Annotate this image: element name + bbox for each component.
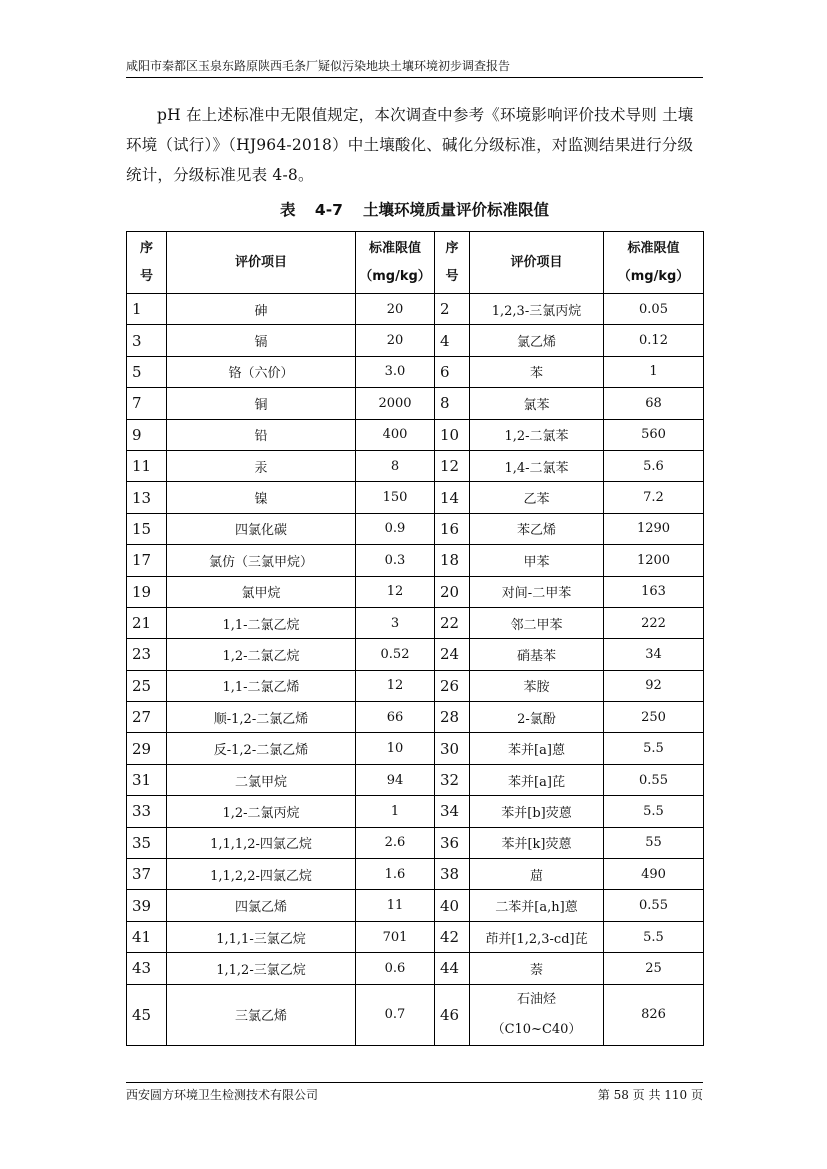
table-cell: 34: [604, 639, 704, 670]
table-cell: 5.5: [604, 733, 704, 764]
table-cell: 汞: [167, 450, 356, 481]
table-cell: 13: [127, 482, 167, 513]
header-item-right: 评价项目: [470, 232, 604, 294]
table-cell: 31: [127, 764, 167, 795]
table-cell: 38: [435, 859, 470, 890]
table-cell: 萘: [470, 953, 604, 984]
table-cell: 826: [604, 984, 704, 1045]
table-cell: 8: [356, 450, 435, 481]
table-cell: 36: [435, 827, 470, 858]
table-cell: 35: [127, 827, 167, 858]
table-cell: 镉: [167, 325, 356, 356]
table-cell: 40: [435, 890, 470, 921]
table-cell: 1,1,1-三氯乙烷: [167, 921, 356, 952]
table-cell: 甲苯: [470, 545, 604, 576]
table-cell: 氯甲烷: [167, 576, 356, 607]
table-cell: 四氯乙烯: [167, 890, 356, 921]
table-cell: 5.5: [604, 921, 704, 952]
table-row: [127, 670, 704, 701]
page-header: [126, 58, 703, 78]
table-cell: 1,1,2-三氯乙烷: [167, 953, 356, 984]
table-cell: 150: [356, 482, 435, 513]
table-cell: 6: [435, 356, 470, 387]
table-cell: 乙苯: [470, 482, 604, 513]
table-cell: 茚并[1,2,3-cd]芘: [470, 921, 604, 952]
header-limit-left: 标准限值 （mg/kg）: [356, 232, 435, 294]
table-row: [127, 827, 704, 858]
table-cell: 22: [435, 607, 470, 638]
table-cell: 1,2,3-三氯丙烷: [470, 294, 604, 325]
table-cell: 25: [604, 953, 704, 984]
table-row: [127, 450, 704, 481]
table-cell: 1,4-二氯苯: [470, 450, 604, 481]
header-seq-right: 序 号: [435, 232, 470, 294]
table-cell: 0.7: [356, 984, 435, 1045]
header-seq-left: 序 号: [127, 232, 167, 294]
table-cell: 1,1,1,2-四氯乙烷: [167, 827, 356, 858]
table-cell: 55: [604, 827, 704, 858]
table-row: [127, 859, 704, 890]
table-row: [127, 294, 704, 325]
table-cell: 43: [127, 953, 167, 984]
table-cell: 34: [435, 796, 470, 827]
table-cell: 1200: [604, 545, 704, 576]
table-cell: 560: [604, 419, 704, 450]
table-row: [127, 984, 704, 1045]
header-item-left: 评价项目: [167, 232, 356, 294]
table-cell: 27: [127, 702, 167, 733]
table-cell: 0.55: [604, 764, 704, 795]
table-cell: 二苯并[a,h]蒽: [470, 890, 604, 921]
table-cell: 23: [127, 639, 167, 670]
table-cell: 17: [127, 545, 167, 576]
soil-limits-table: [126, 231, 704, 1046]
table-cell: 2.6: [356, 827, 435, 858]
table-cell: 1,2-二氯丙烷: [167, 796, 356, 827]
table-cell: 2: [435, 294, 470, 325]
table-cell: 4: [435, 325, 470, 356]
table-row: [127, 639, 704, 670]
table-cell: 250: [604, 702, 704, 733]
table-cell: 石油烃 （C10~C40）: [470, 984, 604, 1045]
table-cell: 490: [604, 859, 704, 890]
table-cell: 701: [356, 921, 435, 952]
table-cell: 反-1,2-二氯乙烯: [167, 733, 356, 764]
table-cell: 7: [127, 388, 167, 419]
footer-company: 西安圆方环境卫生检测技术有限公司: [126, 1088, 319, 1102]
table-cell: 11: [127, 450, 167, 481]
table-cell: 5: [127, 356, 167, 387]
table-cell: 12: [356, 576, 435, 607]
table-cell: 顺-1,2-二氯乙烯: [167, 702, 356, 733]
table-cell: 3.0: [356, 356, 435, 387]
table-cell: 20: [356, 294, 435, 325]
table-row: [127, 545, 704, 576]
table-cell: 3: [356, 607, 435, 638]
table-cell: 0.55: [604, 890, 704, 921]
table-cell: 苯并[k]荧蒽: [470, 827, 604, 858]
table-row: [127, 325, 704, 356]
table-cell: 25: [127, 670, 167, 701]
table-caption: [126, 198, 703, 220]
table-row: [127, 953, 704, 984]
table-cell: 苯乙烯: [470, 513, 604, 544]
table-cell: 氯乙烯: [470, 325, 604, 356]
table-cell: 66: [356, 702, 435, 733]
table-cell: 5.5: [604, 796, 704, 827]
table-cell: 苯: [470, 356, 604, 387]
table-cell: 硝基苯: [470, 639, 604, 670]
table-cell: 8: [435, 388, 470, 419]
table-cell: 11: [356, 890, 435, 921]
table-cell: 10: [356, 733, 435, 764]
table-cell: 0.6: [356, 953, 435, 984]
table-cell: 苯并[a]芘: [470, 764, 604, 795]
table-cell: 32: [435, 764, 470, 795]
page-footer: [126, 1082, 703, 1103]
table-cell: 0.05: [604, 294, 704, 325]
table-cell: 68: [604, 388, 704, 419]
table-cell: 铬（六价）: [167, 356, 356, 387]
table-cell: 1290: [604, 513, 704, 544]
table-cell: 39: [127, 890, 167, 921]
table-row: [127, 388, 704, 419]
table-row: [127, 733, 704, 764]
table-cell: 1,1-二氯乙烯: [167, 670, 356, 701]
table-cell: 苯并[a]蒽: [470, 733, 604, 764]
table-header-row: [127, 232, 704, 294]
table-cell: 20: [356, 325, 435, 356]
table-cell: 12: [356, 670, 435, 701]
table-cell: 2000: [356, 388, 435, 419]
table-cell: 163: [604, 576, 704, 607]
table-row: [127, 764, 704, 795]
table-cell: 䓛: [470, 859, 604, 890]
table-cell: 15: [127, 513, 167, 544]
table-cell: 41: [127, 921, 167, 952]
footer-page-number: 第 58 页 共 110 页: [597, 1088, 703, 1102]
table-cell: 10: [435, 419, 470, 450]
table-row: [127, 576, 704, 607]
table-row: [127, 890, 704, 921]
table-cell: 0.9: [356, 513, 435, 544]
table-cell: 9: [127, 419, 167, 450]
table-cell: 18: [435, 545, 470, 576]
table-cell: 37: [127, 859, 167, 890]
table-title: 土壤环境质量评价标准限值: [362, 201, 549, 219]
table-cell: 0.12: [604, 325, 704, 356]
table-cell: 氯苯: [470, 388, 604, 419]
table-cell: 45: [127, 984, 167, 1045]
table-cell: 苯并[b]荧蒽: [470, 796, 604, 827]
table-cell: 94: [356, 764, 435, 795]
table-cell: 400: [356, 419, 435, 450]
table-cell: 26: [435, 670, 470, 701]
table-cell: 三氯乙烯: [167, 984, 356, 1045]
table-row: [127, 607, 704, 638]
table-cell: 对间-二甲苯: [470, 576, 604, 607]
table-cell: 二氯甲烷: [167, 764, 356, 795]
header-limit-right: 标准限值 （mg/kg）: [604, 232, 704, 294]
table-cell: 四氯化碳: [167, 513, 356, 544]
table-cell: 砷: [167, 294, 356, 325]
table-cell: 1,2-二氯苯: [470, 419, 604, 450]
table-cell: 14: [435, 482, 470, 513]
table-cell: 12: [435, 450, 470, 481]
table-cell: 1,1,2,2-四氯乙烷: [167, 859, 356, 890]
table-cell: 5.6: [604, 450, 704, 481]
table-cell: 29: [127, 733, 167, 764]
table-cell: 1: [127, 294, 167, 325]
table-cell: 1.6: [356, 859, 435, 890]
table-cell: 铅: [167, 419, 356, 450]
table-cell: 1,2-二氯乙烷: [167, 639, 356, 670]
report-title: 咸阳市秦都区玉泉东路原陕西毛条厂疑似污染地块土壤环境初步调查报告: [126, 59, 511, 73]
table-cell: 20: [435, 576, 470, 607]
table-row: [127, 513, 704, 544]
table-row: [127, 482, 704, 513]
table-cell: 30: [435, 733, 470, 764]
table-cell: 1: [604, 356, 704, 387]
table-row: [127, 702, 704, 733]
table-cell: 19: [127, 576, 167, 607]
table-cell: 氯仿（三氯甲烷）: [167, 545, 356, 576]
table-cell: 3: [127, 325, 167, 356]
table-cell: 42: [435, 921, 470, 952]
table-row: [127, 356, 704, 387]
table-cell: 0.3: [356, 545, 435, 576]
table-cell: 铜: [167, 388, 356, 419]
table-cell: 28: [435, 702, 470, 733]
table-cell: 24: [435, 639, 470, 670]
table-cell: 222: [604, 607, 704, 638]
table-cell: 21: [127, 607, 167, 638]
table-cell: 33: [127, 796, 167, 827]
table-cell: 44: [435, 953, 470, 984]
table-cell: 1,1-二氯乙烷: [167, 607, 356, 638]
table-row: [127, 921, 704, 952]
table-cell: 2-氯酚: [470, 702, 604, 733]
table-cell: 46: [435, 984, 470, 1045]
table-number: 表 4-7: [280, 201, 343, 219]
table-row: [127, 796, 704, 827]
intro-paragraph: pH 在上述标准中无限值规定，本次调查中参考《环境影响评价技术导则 土壤环境（试行）》（HJ964-2018）中土壤酸化、碱化分级标准，对监测结果进行分级统计，分级标准见表 4-8。: [126, 106, 694, 184]
table-cell: 1: [356, 796, 435, 827]
table-cell: 0.52: [356, 639, 435, 670]
table-cell: 邻二甲苯: [470, 607, 604, 638]
table-row: [127, 419, 704, 450]
table-cell: 7.2: [604, 482, 704, 513]
table-cell: 苯胺: [470, 670, 604, 701]
table-cell: 92: [604, 670, 704, 701]
table-cell: 16: [435, 513, 470, 544]
table-cell: 镍: [167, 482, 356, 513]
